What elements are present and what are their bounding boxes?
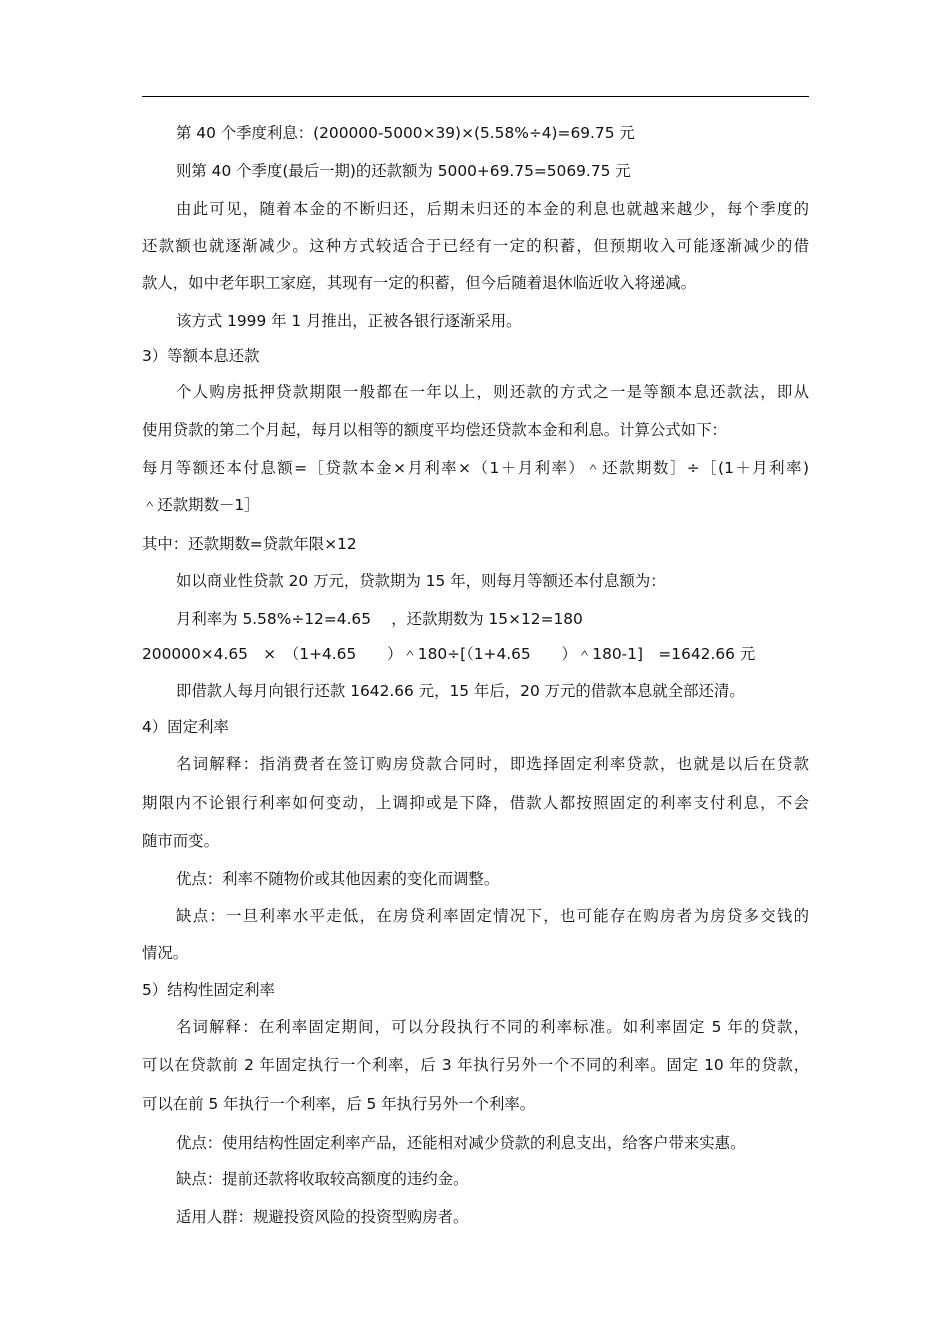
text-line: 可以在贷款前 2 年固定执行一个利率，后 3 年执行另外一个不同的利率。固定 10 年的贷款， <box>142 1056 809 1074</box>
text-line: 适用人群：规避投资风险的投资型购房者。 <box>176 1208 469 1226</box>
text-line: 即借款人每月向银行还款 1642.66 元，15 年后，20 万元的借款本息就全部还清。 <box>176 682 745 700</box>
text-line: 优点：利率不随物价或其他因素的变化而调整。 <box>176 870 500 888</box>
text-line: 其中：还款期数=贷款年限×12 <box>142 535 357 553</box>
text-line: 名词解释：指消费者在签订购房贷款合同时，即选择固定利率贷款，也就是以后在贷款 <box>176 755 809 773</box>
text-line: 如以商业性贷款 20 万元，贷款期为 15 年，则每月等额还本付息额为： <box>176 572 666 590</box>
text-line: 缺点：提前还款将收取较高额度的违约金。 <box>176 1170 469 1188</box>
text-line: 使用贷款的第二个月起，每月以相等的额度平均偿还贷款本金和利息。计算公式如下： <box>142 421 727 439</box>
text-line: 优点：使用结构性固定利率产品，还能相对减少贷款的利息支出，给客户带来实惠。 <box>176 1134 746 1152</box>
text-line: 期限内不论银行利率如何变动，上调抑或是下降，借款人都按照固定的利率支付利息，不会 <box>142 794 809 812</box>
text-line: 则第 40 个季度(最后一期)的还款额为 5000+69.75=5069.75 元 <box>176 162 631 180</box>
section-heading: 4）固定利率 <box>142 718 229 736</box>
text-line: 个人购房抵押贷款期限一般都在一年以上，则还款的方式之一是等额本息还款法，即从 <box>176 383 809 401</box>
section-heading: 5）结构性固定利率 <box>142 981 275 999</box>
header-rule <box>142 96 809 97</box>
text-line: 该方式 1999 年 1 月推出，正被各银行逐渐采用。 <box>176 312 522 330</box>
text-line: 款人，如中老年职工家庭，其现有一定的积蓄，但今后随着退休临近收入将递减。 <box>142 274 697 292</box>
text-line: 随市而变。 <box>142 832 219 850</box>
formula-line: ＾还款期数－1］ <box>142 496 260 514</box>
text-line: 可以在前 5 年执行一个利率，后 5 年执行另外一个利率。 <box>142 1095 536 1113</box>
text-line: 第 40 个季度利息：(200000-5000×39)×(5.58%÷4)=69.75 元 <box>176 124 635 142</box>
formula-line: 每月等额还本付息额=［贷款本金×月利率×（1＋月利率）＾还款期数］÷［(1＋月利率) <box>142 459 809 477</box>
text-line: 名词解释：在利率固定期间，可以分段执行不同的利率标准。如利率固定 5 年的贷款， <box>176 1018 809 1036</box>
calc-line: 月利率为 5.58%÷12=4.65 ，还款期数为 15×12=180 <box>176 610 583 628</box>
text-line: 缺点：一旦利率水平走低，在房贷利率固定情况下，也可能存在购房者为房贷多交钱的 <box>176 907 809 925</box>
text-line: 情况。 <box>142 944 189 962</box>
section-heading: 3）等额本息还款 <box>142 347 260 365</box>
calc-line: 200000×4.65 × （1+4.65 ）＾180÷[（1+4.65 ）＾180-1] =1642.66 元 <box>142 645 756 663</box>
text-line: 还款额也就逐渐减少。这种方式较适合于已经有一定的积蓄，但预期收入可能逐渐减少的借 <box>142 237 809 255</box>
text-line: 由此可见，随着本金的不断归还，后期未归还的本金的利息也就越来越少，每个季度的 <box>176 200 809 218</box>
